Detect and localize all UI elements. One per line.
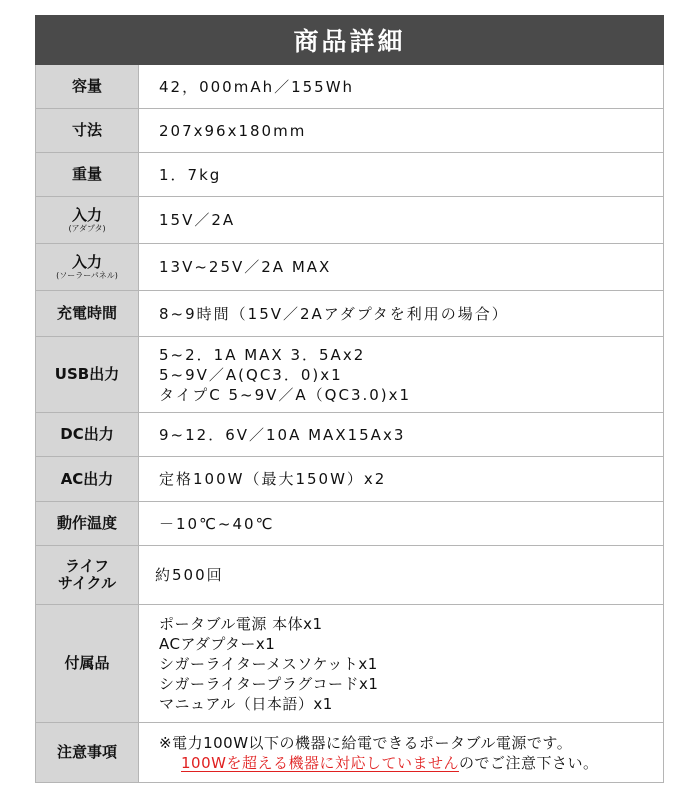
row-value	[139, 413, 663, 456]
row-label-text: 充電時間	[56, 304, 117, 322]
spec-row-input-adapter	[36, 197, 663, 244]
value-line: 約500回	[155, 566, 224, 584]
spec-row-weight	[36, 153, 663, 197]
row-label	[36, 605, 139, 722]
spec-row-capacity	[36, 65, 663, 109]
row-label-text: USB出力	[54, 365, 120, 383]
row-value	[139, 109, 663, 152]
spec-title: 商品詳細	[35, 15, 664, 65]
row-value	[139, 244, 663, 290]
value-line: 5~2．1A MAX 3．5Ax2	[159, 345, 366, 364]
row-sublabel: (ソーラーパネル)	[56, 270, 118, 280]
row-value	[139, 605, 663, 722]
row-label	[36, 197, 139, 243]
spec-row-charge-time	[36, 291, 663, 337]
spec-row-operating-temp	[36, 502, 663, 546]
row-label-text: 入力	[71, 205, 102, 224]
notice-text: ※電力100W以下の機器に給電できるポータブル電源です。	[159, 733, 573, 752]
row-label	[36, 502, 139, 545]
row-value	[139, 291, 663, 336]
value-line: 5~9V／A(QC3．0)x1	[159, 365, 343, 384]
spec-row-dc-output	[36, 413, 663, 457]
value-line: タイプC 5~9V／A（QC3.0)x1	[159, 385, 412, 404]
row-label	[36, 291, 139, 336]
row-label	[36, 723, 139, 782]
warning-tail: のでご注意下さい。	[458, 753, 599, 772]
row-label-text: 注意事項	[56, 743, 117, 761]
spec-rows	[35, 65, 664, 783]
row-label-text: 寸法	[71, 121, 102, 139]
value-line: 207x96x180mm	[159, 121, 307, 140]
value-line: 1．7kg	[159, 165, 222, 184]
value-line: ポータブル電源 本体x1	[159, 614, 323, 633]
value-line: シガーライタープラグコードx1	[159, 674, 379, 693]
value-line: マニュアル（日本語）x1	[159, 694, 333, 713]
value-line: 15V／2A	[159, 211, 236, 229]
row-label	[36, 65, 139, 108]
spec-row-notice	[36, 723, 663, 783]
row-label-text: 容量	[71, 77, 102, 95]
row-sublabel: (アダプタ)	[68, 223, 106, 233]
warning-text: 100Wを超える機器に対応していません	[181, 753, 459, 772]
row-label-text: ライフ	[64, 557, 110, 575]
row-label-text: 動作温度	[56, 514, 117, 532]
row-value	[139, 502, 663, 545]
value-line: ACアダプターx1	[159, 634, 276, 653]
row-label	[36, 457, 139, 501]
row-label-text: AC出力	[60, 469, 114, 488]
row-value	[139, 337, 663, 412]
row-label-text: 入力	[71, 252, 102, 271]
row-value	[139, 197, 663, 243]
value-line: 定格100W（最大150W）x2	[159, 470, 387, 488]
value-line: シガーライターメスソケットx1	[159, 654, 378, 673]
row-label	[36, 244, 139, 290]
row-label	[36, 546, 139, 604]
row-label	[36, 413, 139, 456]
row-value	[139, 723, 663, 782]
warning-line	[159, 753, 663, 773]
value-line: 9~12．6V／10A MAX15Ax3	[159, 425, 406, 444]
spec-row-input-solar	[36, 244, 663, 291]
row-label-text: DC出力	[60, 425, 114, 443]
row-label	[36, 153, 139, 196]
row-value	[139, 546, 663, 604]
row-value	[139, 153, 663, 196]
row-label	[36, 109, 139, 152]
value-line: 42，000mAh／155Wh	[159, 77, 355, 96]
row-value	[139, 457, 663, 501]
value-line: 13V~25V／2A MAX	[159, 258, 332, 276]
value-line: －10℃~40℃	[159, 514, 275, 533]
spec-row-dimensions	[36, 109, 663, 153]
spec-row-ac-output	[36, 457, 663, 502]
product-spec-table	[35, 15, 664, 783]
value-line: 8~9時間（15V／2Aアダプタを利用の場合）	[159, 304, 509, 323]
row-label-text: 重量	[71, 165, 102, 183]
row-label	[36, 337, 139, 412]
row-label-text: 付属品	[64, 654, 110, 672]
spec-row-life-cycle	[36, 546, 663, 605]
spec-row-usb-output	[36, 337, 663, 413]
row-value	[139, 65, 663, 108]
spec-row-accessories	[36, 605, 663, 723]
row-label-text: サイクル	[57, 574, 117, 592]
